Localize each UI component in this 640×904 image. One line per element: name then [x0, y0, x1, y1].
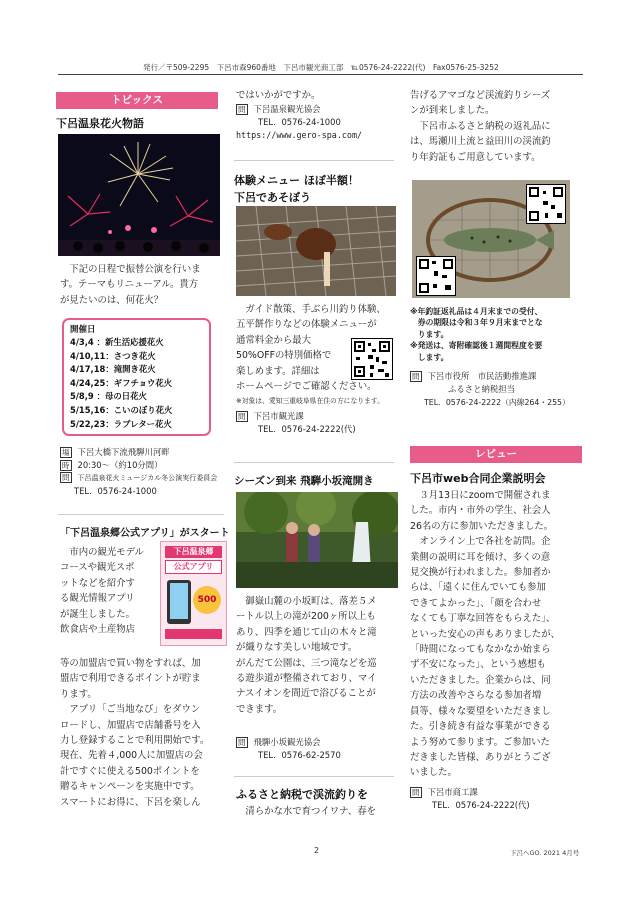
section-divider: [234, 776, 394, 777]
experience-title-2: 下呂であそぼう: [234, 191, 311, 204]
masthead-info: 発行／〒509-2295 下呂市森960番地 下呂市観光商工部 ℡0576-24-2222(代) Fax0576-25-3252: [143, 63, 499, 72]
experience-qr-code[interactable]: [351, 338, 393, 380]
app-body-left: 市内の観光モデル コースや観光スポ ットなどを紹介す る観光情報アプリ が誕生しました。 飲食店や土産物店: [60, 547, 144, 636]
time-tag: 時: [62, 461, 70, 470]
venue-tag: 場: [62, 448, 70, 457]
app-body: 等の加盟店で買い物をすれば、加 盟店で利用できるポイントが貯ま ります。 アプリ「ご当地なび」をダウン ロードし、加盟店で店舗番号を入 力し登録することで利用開始です。 現在、先着４,000人に加盟店の会 計ですぐに使える500ポイントを 贈るキャンペーンを実施中です。 スマートにお得に、下呂を楽しん: [60, 658, 210, 808]
review-contact: 問 下呂市商工課 TEL．0576-24-2222(代): [412, 787, 530, 810]
topics-body: 下記の日程で振替公演を行いま す。テーマもリニューアル。貴方 が見たいのは、何花火？: [60, 264, 201, 306]
topics-badge: トピックス: [56, 92, 218, 109]
waterfall-photo: [236, 492, 398, 588]
experience-body: ガイド散策、手ぶら川釣り体験、 五平餅作りなどの体験メニューが 通常料金から最大 50%OFFの特別価格で 楽しめます。詳細は ホームページでご確認ください。: [236, 304, 386, 393]
season-contact: 問 飛騨小坂観光協会 TEL．0576-62-2570: [238, 737, 341, 760]
points-badge: 500: [193, 586, 221, 614]
season-title: シーズン到来 飛騨小坂滝開き: [234, 475, 374, 487]
experience-note: ※対象は、愛知三重岐阜県在住の方になります。: [236, 397, 384, 405]
venue-text: 下呂大橋下流飛騨川河畔: [77, 447, 170, 457]
fireworks-photo: [58, 134, 220, 256]
time-text: 20:30～（約10分間）: [77, 460, 163, 470]
experience-contact: 問 下呂市観光課 TEL．0576-24-2222(代): [238, 411, 356, 434]
schedule-item: 4/10,11：さつき花火: [70, 350, 156, 361]
section-divider: [234, 160, 394, 161]
review-body: ３月13日にzoomで開催されま した。市内・市外の学生、社会人 26名の方に参加いただきました。 オンライン上で各社を訪問。企 業側の説明に耳を傾け、多くの意 見交換が行われました。参加者か らは、「遠くに住んでいても参加 できてよかった」、「顔を合わせ なくても丁寧な回答をもらえた」、 といった安心の声もありましたが、 「時間になってもなかなか始まら ず不安になった」、という感想も いただきました。企業からは、同 方法の改善やさらなる参加者増 員等、様々な要望をいただきまし た。引き続き有益な事業ができる よう努めて参ります。ご参加いた だきました皆様、ありがとうござ いました。: [410, 490, 561, 779]
header-divider: [58, 74, 583, 75]
furusato-contact: 問 下呂市役所 市民活動推進課 ふるさと納税担当 TEL．0576-24-2222（内線264・255）: [412, 371, 570, 407]
review-title: 下呂市web合同企業説明会: [410, 472, 546, 485]
furusato-qr-code-1[interactable]: [526, 184, 566, 224]
furusato-qr-code-2[interactable]: [416, 256, 456, 296]
schedule-box: [62, 318, 211, 436]
bbq-photo: [236, 206, 396, 296]
col3-top: 告げるアマゴなど渓流釣りシーズ ンが到来しました。 下呂市ふるさと納税の返礼品に は、馬瀬川上流と益田川の渓流釣 り年釣証もご用意しています。: [410, 90, 551, 163]
col2-top: ではいかがですか。 問 下呂温泉観光協会 TEL．0576-24-1000 https://www.gero-spa.com/: [236, 88, 396, 142]
schedule-title: 開催日: [70, 325, 96, 335]
issue-label: 下呂へGO. 2021 4月号: [510, 849, 580, 857]
col2-contact: 下呂温泉観光協会: [253, 104, 321, 115]
inquiry-text: 下呂温泉花火ミュージカル冬公演実行委員会: [77, 474, 218, 482]
schedule-item: 5/22,23：ラブレター花火: [70, 418, 172, 429]
col2-tel: TEL．0576-24-1000: [258, 117, 341, 128]
schedule-item: 5/8,9 ：母の日花火: [70, 391, 147, 402]
schedule-item: 5/15,16：こいのぼり花火: [70, 404, 173, 415]
app-promo-image: 下呂温泉郷 公式アプリ 500: [160, 541, 227, 646]
phone-icon: [167, 580, 191, 624]
website-link[interactable]: https://www.gero-spa.com/: [236, 130, 363, 141]
inquiry-tag: 問: [62, 473, 70, 482]
section-divider: [234, 462, 394, 463]
topics-info: [60, 446, 230, 498]
schedule-item: 4/3,4 ：新生活応援花火: [70, 337, 164, 347]
experience-title-1: 体験メニュー ほぼ半額！: [234, 174, 359, 187]
furusato-body: 清らかな水で育つイワナ、春を: [236, 806, 376, 817]
topics-title: 下呂温泉花火物語: [56, 117, 144, 130]
app-title: 「下呂温泉郷公式アプリ」がスタート: [60, 528, 230, 539]
furusato-notes: ※年釣証返礼品は４月末までの受付、 券の期限は令和３年９月末までとな ります。 ※発送は、寄附確認後１週間程度を要 します。: [410, 307, 543, 362]
schedule-item: 4/17,18：滝開き花火: [70, 364, 156, 375]
schedule-item: 4/24,25：ギフチョウ花火: [70, 377, 173, 388]
furusato-title: ふるさと納税で渓流釣りを: [236, 788, 368, 801]
section-divider: [58, 514, 224, 515]
season-body: 御嶽山麓の小坂町は、落差５メ ートル以上の滝が200ヶ所以上も あり、四季を通じて山の木々と滝 が織りなす美しい地域です。 がんだて公園は、三つ滝などを巡 る遊歩道が整備されており、マイ ナスイオンを間近で浴びることが できます。: [236, 596, 377, 715]
review-badge: レビュー: [410, 446, 582, 463]
schedule-list: [70, 336, 209, 431]
page-number: 2: [314, 846, 320, 855]
topics-tel: TEL．0576-24-1000: [74, 486, 157, 496]
